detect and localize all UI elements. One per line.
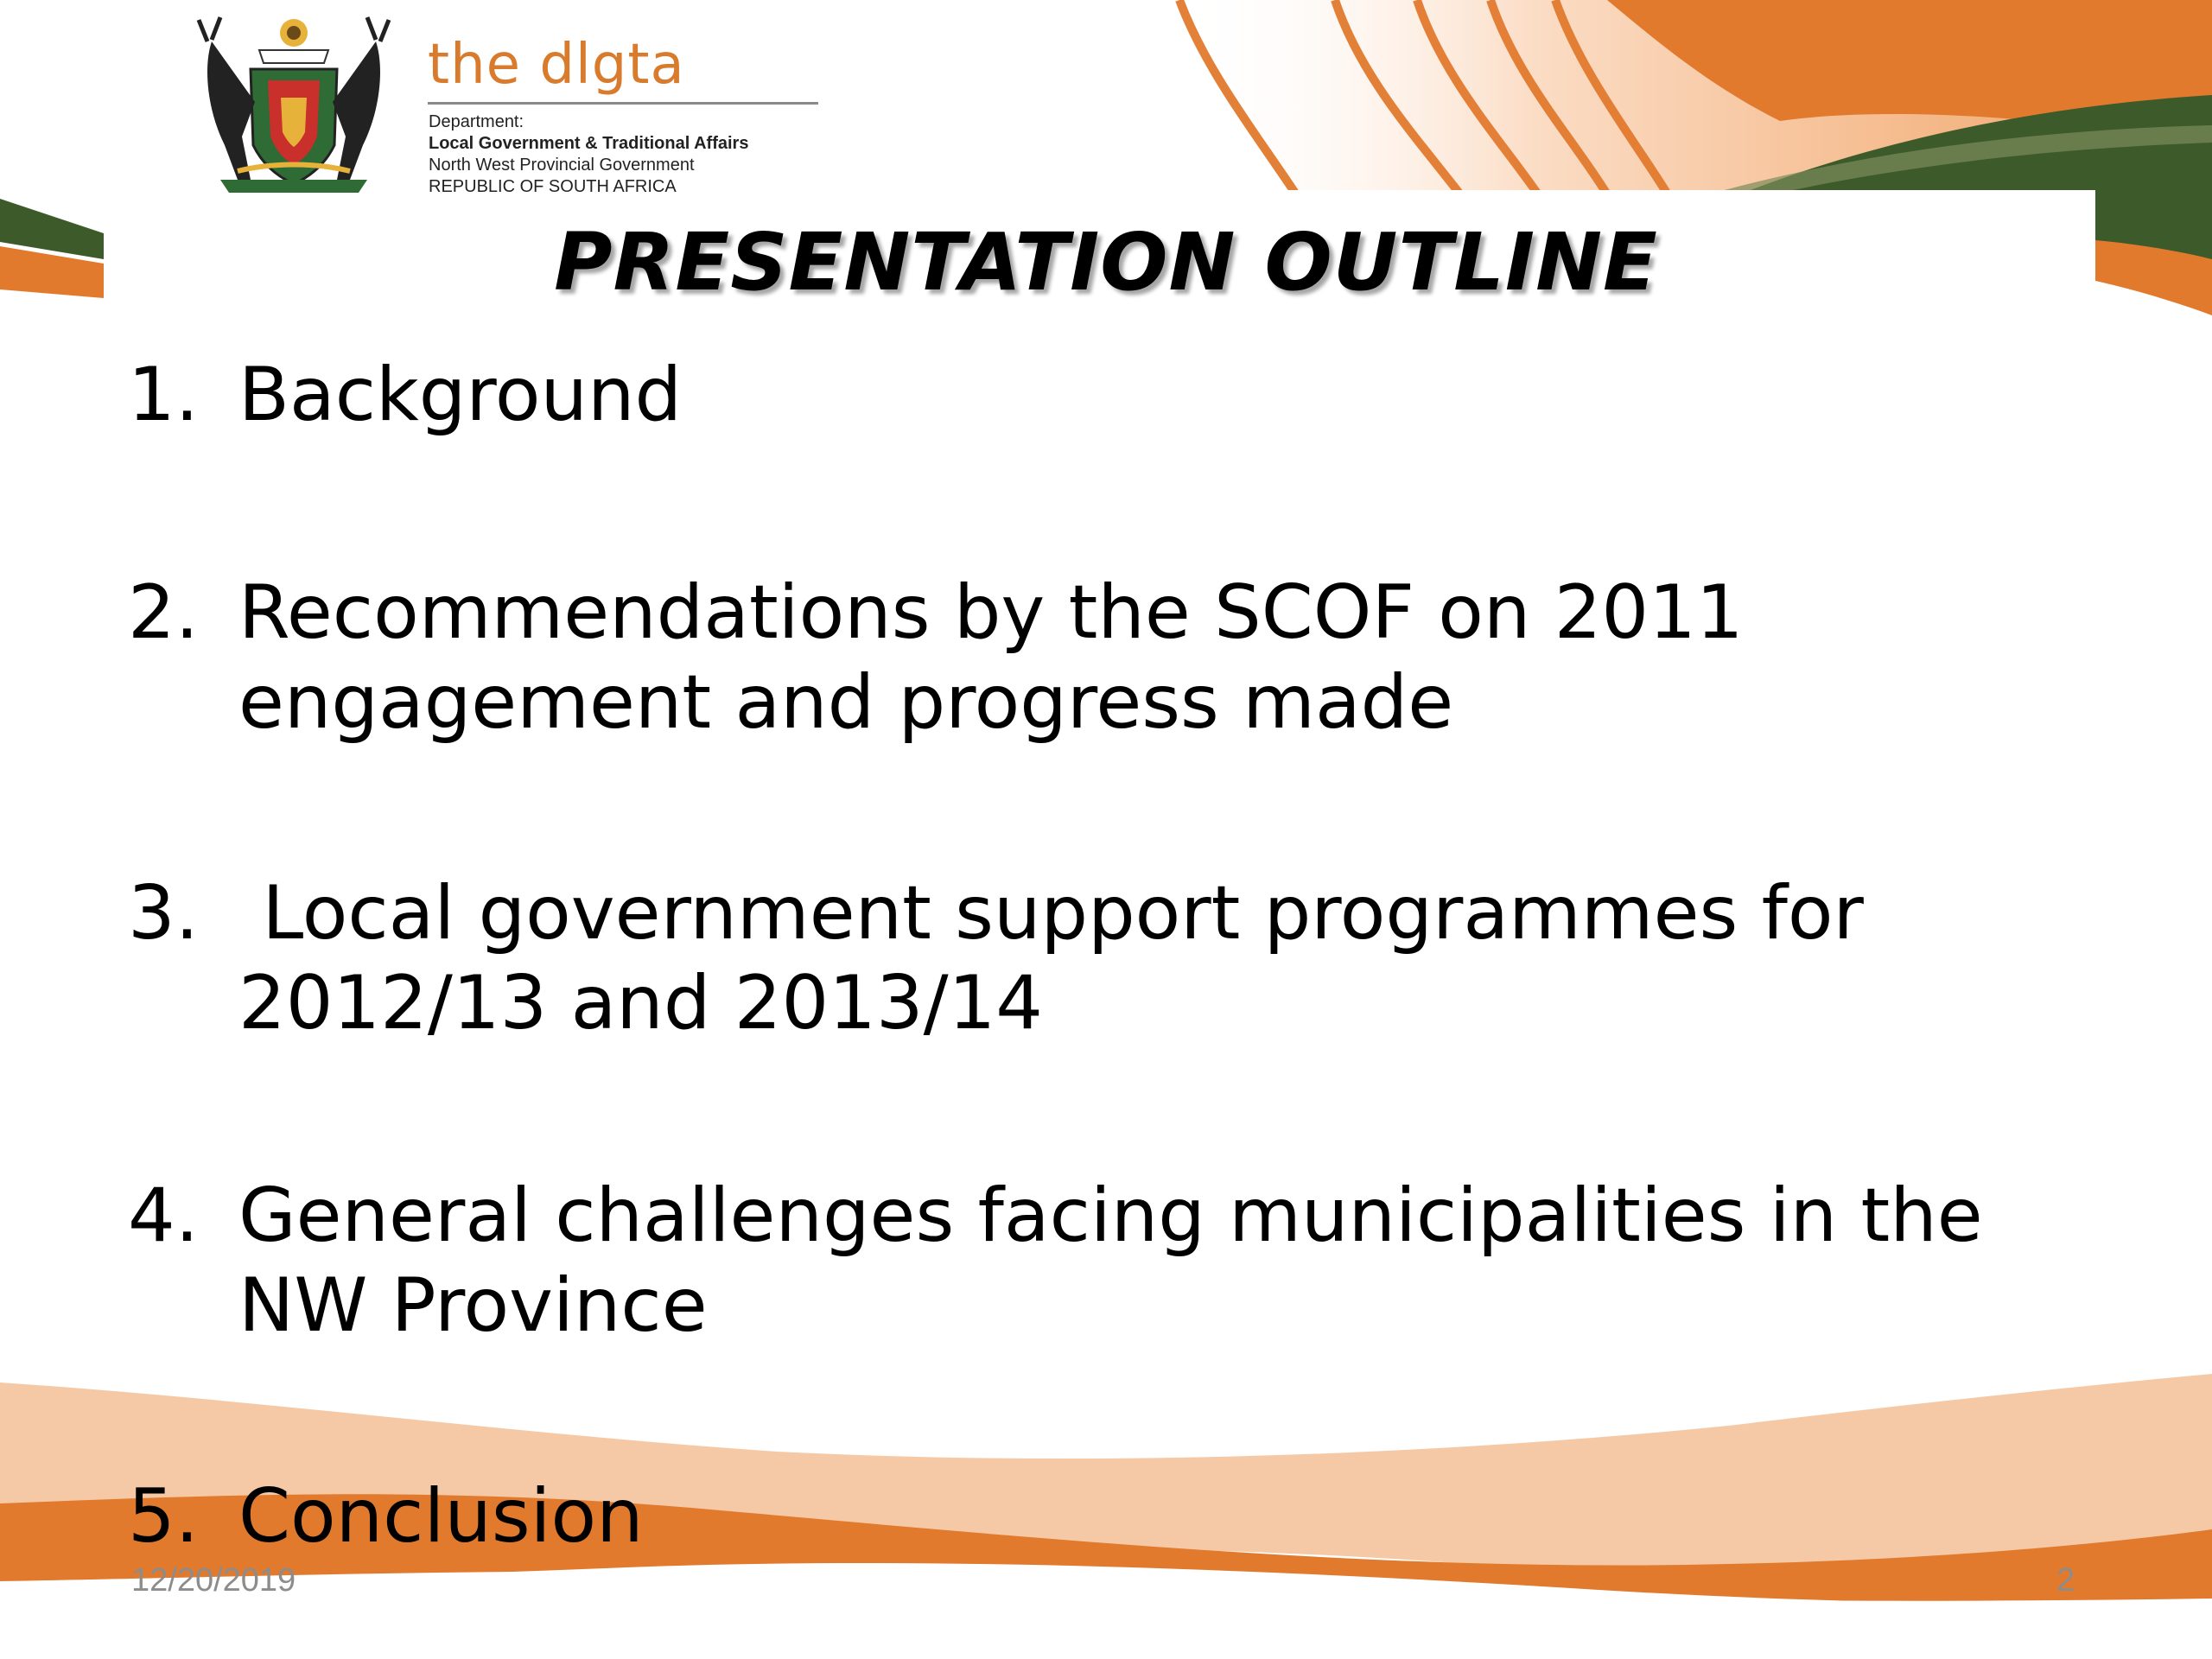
outline-item-text: General challenges facing municipalities in the — [238, 1173, 1983, 1259]
outline-item-text: Conclusion — [238, 1473, 644, 1560]
outline-item-text: Background — [238, 352, 683, 438]
outline-item — [128, 1471, 644, 1561]
outline-item — [128, 350, 682, 440]
outline-item-number: 1. — [128, 352, 200, 438]
footer-page-number: 2 — [2056, 1562, 2075, 1599]
outline-item — [128, 868, 1864, 1048]
outline-item — [128, 1171, 1983, 1351]
outline-item-number: 2. — [128, 569, 200, 656]
brand-department-name: Local Government & Traditional Affairs — [429, 134, 749, 153]
brand-divider — [428, 102, 818, 105]
brand-name: the dlgta — [428, 33, 685, 97]
brand-government: North West Provincial Government — [429, 156, 695, 175]
outline-item-number: 4. — [128, 1173, 200, 1259]
footer-date: 12/20/2019 — [131, 1562, 296, 1599]
outline-item-text-continued: NW Province — [238, 1262, 708, 1349]
outline-item-text: Local government support programmes for — [238, 870, 1864, 957]
outline-item-number: 5. — [128, 1473, 200, 1560]
coat-of-arms-icon — [186, 16, 402, 193]
brand-department-label: Department: — [429, 112, 524, 131]
outline-item-text: Recommendations by the SCOF on 2011 — [238, 569, 1744, 656]
outline-item-number: 3. — [128, 870, 200, 957]
outline-item-text-continued: engagement and progress made — [238, 659, 1454, 746]
slide-title: PRESENTATION OUTLINE — [554, 216, 1658, 308]
outline-item-text-continued: 2012/13 and 2013/14 — [238, 960, 1044, 1046]
outline-item — [128, 568, 1744, 747]
brand-country: REPUBLIC OF SOUTH AFRICA — [429, 177, 677, 192]
